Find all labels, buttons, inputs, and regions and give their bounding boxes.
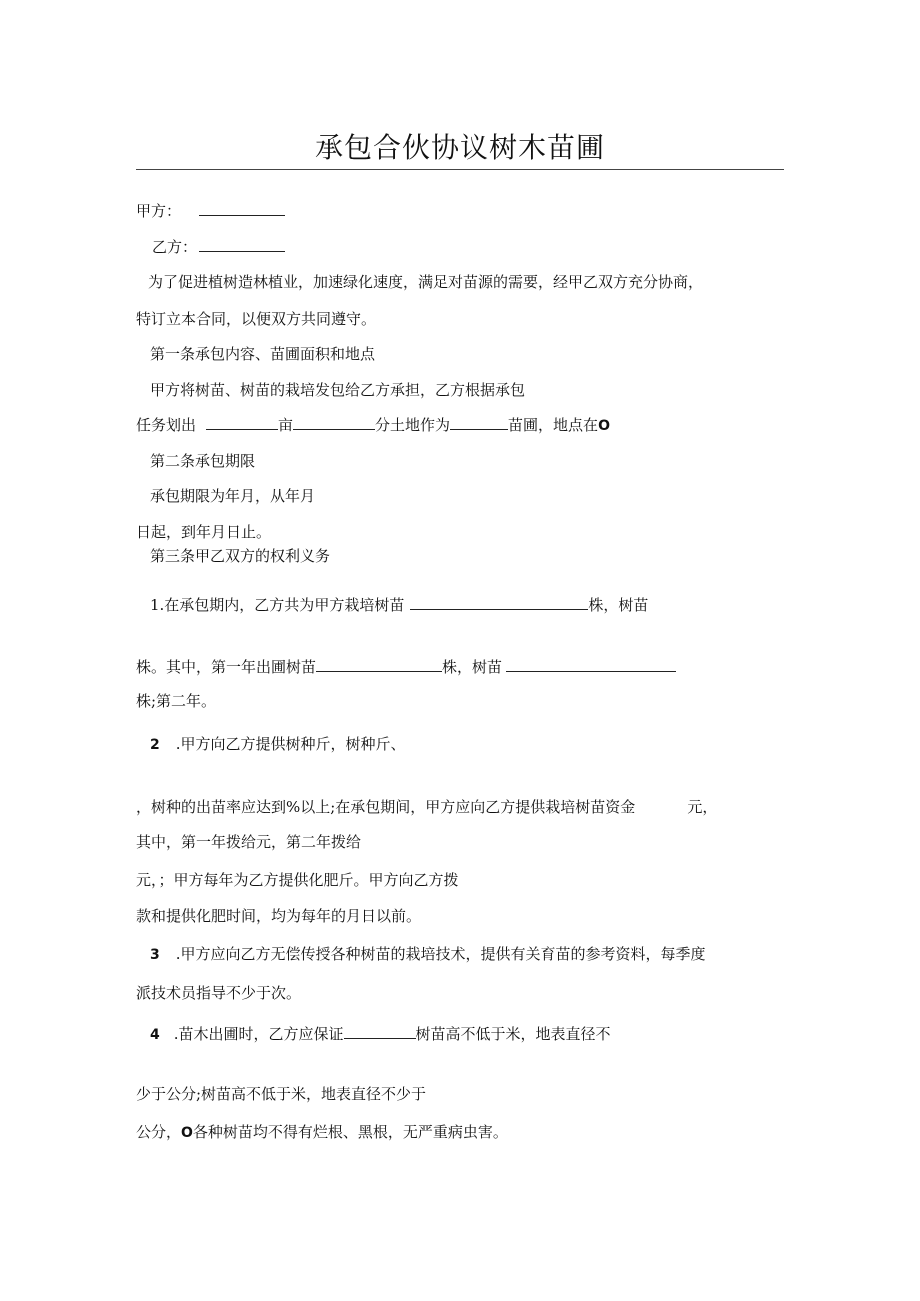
item-1-text-d: 株，树苗	[442, 658, 503, 676]
mu-blank	[206, 415, 278, 430]
party-a-label: 甲方：	[136, 202, 182, 220]
article-1-text-a: 任务划出	[136, 416, 197, 434]
item-2-text-c: 元，	[687, 798, 718, 816]
item-2-line-5: 款和提供化肥时间，均为每年的月日以前。	[136, 907, 422, 925]
article-1-text-d: 苗圃，地点在	[508, 416, 599, 434]
item-4-text-b: 树苗高不低于米，地表直径不	[415, 1025, 611, 1043]
party-b-line	[152, 236, 285, 258]
article-2-heading: 第二条承包期限	[150, 452, 256, 470]
item-1-text-b: 株，树苗	[588, 596, 649, 614]
article-1-circle-mark: O	[598, 418, 610, 434]
article-1-text-c: 分土地作为	[375, 416, 451, 434]
fen-blank	[293, 415, 375, 430]
item-1-text-a: 1.在承包期内，乙方共为甲方栽培树苗	[150, 596, 405, 614]
article-1-paragraph-2	[136, 414, 610, 437]
item-3-number: 3	[150, 947, 160, 963]
item-1-line-2	[136, 656, 676, 678]
document-title: 承包合伙协议树木苗圃	[314, 131, 605, 164]
item-4-text-a: .苗木出圃时，乙方应保证	[173, 1025, 344, 1043]
party-a-line	[136, 200, 285, 222]
item-3-line-2: 派技术员指导不少于次。	[136, 984, 302, 1002]
item-4-number: 4	[150, 1027, 160, 1043]
party-b-label: 乙方：	[152, 238, 198, 256]
intro-line-1: 为了促进植树造林植业，加速绿化速度，满足对苗源的需要，经甲乙双方充分协商，	[148, 273, 704, 291]
item-2-text-a: .甲方向乙方提供树种斤，树种斤、	[175, 735, 406, 753]
item-4-line-2: 少于公分;树苗高不低于米，地表直径不少于	[136, 1085, 427, 1103]
article-2-paragraph-1: 承包期限为年月，从年月	[150, 487, 316, 505]
item-4-blank	[344, 1024, 416, 1039]
item-4-line-3	[136, 1121, 508, 1144]
item-1-total-blank	[410, 595, 588, 610]
party-a-blank	[199, 201, 285, 216]
item-2-line-3: 其中，第一年拨给元，第二年拨给	[136, 833, 362, 851]
item-4-text-d: 公分，	[136, 1123, 182, 1141]
item-2-line-4: 元，；甲方每年为乙方提供化肥斤。甲方向乙方拨	[136, 871, 459, 889]
nursery-type-blank	[450, 415, 508, 430]
party-b-blank	[199, 237, 285, 252]
item-4-text-f: 各种树苗均不得有烂根、黑根，无严重病虫害。	[192, 1123, 508, 1141]
article-1-paragraph-1: 甲方将树苗、树苗的栽培发包给乙方承担，乙方根据承包	[150, 381, 526, 399]
item-3-text-a: .甲方应向乙方无偿传授各种树苗的栽培技术，提供有关育苗的参考资料，每季度	[175, 945, 706, 963]
item-4-circle-mark: O	[181, 1125, 193, 1141]
item-3-line-1	[150, 943, 706, 966]
item-1-line-3: 株;第二年。	[136, 692, 217, 710]
title-divider	[136, 169, 784, 170]
item-1-text-c: 株。其中，第一年出圃树苗	[136, 658, 317, 676]
item-2-line-1	[150, 733, 406, 756]
article-3-heading: 第三条甲乙双方的权利义务	[150, 547, 331, 565]
item-1-line-1	[150, 594, 648, 616]
item-2-text-b: ，树种的出苗率应达到%以上;在承包期间，甲方应向乙方提供栽培树苗资金	[136, 798, 636, 816]
article-2-paragraph-2: 日起，到年月日止。	[136, 523, 272, 541]
item-1-first-year-blank	[316, 657, 442, 672]
item-1-second-blank	[506, 657, 676, 672]
item-2-number: 2	[150, 737, 160, 753]
item-4-line-1	[150, 1023, 611, 1046]
article-1-heading: 第一条承包内容、苗圃面积和地点	[150, 345, 376, 363]
item-2-line-2	[136, 796, 717, 818]
intro-line-2: 特订立本合同，以便双方共同遵守。	[136, 310, 377, 328]
article-1-text-b: 亩	[278, 416, 294, 434]
